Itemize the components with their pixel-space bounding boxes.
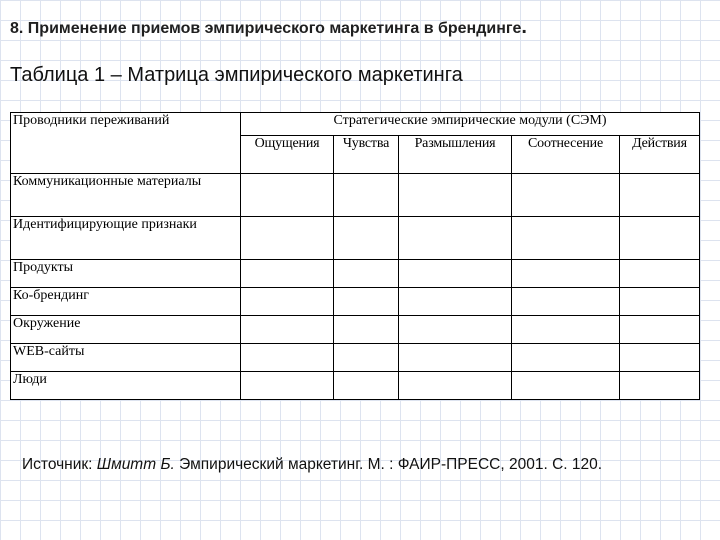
table-cell	[512, 316, 620, 344]
source-prefix: Источник:	[22, 456, 97, 473]
table-cell	[620, 174, 700, 217]
row-label: Ко-брендинг	[11, 288, 241, 316]
row-label: Люди	[11, 372, 241, 400]
slide-title-end: .	[521, 16, 527, 38]
table-cell	[512, 174, 620, 217]
table-cell	[241, 260, 334, 288]
column-header-actions: Действия	[620, 136, 700, 174]
table-cell	[334, 174, 399, 217]
table-cell	[512, 288, 620, 316]
table-cell	[399, 260, 512, 288]
table-cell	[620, 372, 700, 400]
table-cell	[334, 344, 399, 372]
table-cell	[620, 260, 700, 288]
experiential-marketing-matrix	[10, 112, 700, 400]
table-row	[11, 372, 700, 400]
source-author: Шмитт Б.	[96, 456, 175, 473]
column-header-thinking: Размышления	[399, 136, 512, 174]
table-cell	[512, 344, 620, 372]
table-cell	[241, 288, 334, 316]
table-cell	[334, 217, 399, 260]
row-label: Коммуникационные материалы	[11, 174, 241, 217]
row-label: Идентифицирующие признаки	[11, 217, 241, 260]
table-row	[11, 260, 700, 288]
table-row	[11, 288, 700, 316]
table-cell	[241, 344, 334, 372]
row-label: Окружение	[11, 316, 241, 344]
column-header-feelings: Чувства	[334, 136, 399, 174]
column-header-sensations: Ощущения	[241, 136, 334, 174]
table-row	[11, 344, 700, 372]
table-cell	[334, 372, 399, 400]
row-label: Продукты	[11, 260, 241, 288]
source-citation	[22, 456, 602, 474]
table-caption: Таблица 1 – Матрица эмпирического маркетинга	[10, 64, 463, 86]
slide-title	[10, 16, 527, 39]
table-cell	[512, 260, 620, 288]
table-cell	[399, 372, 512, 400]
table-cell	[399, 288, 512, 316]
table-row	[11, 316, 700, 344]
table-row	[11, 174, 700, 217]
table-cell	[334, 316, 399, 344]
table-cell	[241, 174, 334, 217]
table-cell	[241, 372, 334, 400]
table-cell	[241, 217, 334, 260]
table-cell	[399, 217, 512, 260]
table-cell	[512, 217, 620, 260]
column-header-relating: Соотнесение	[512, 136, 620, 174]
table-row	[11, 217, 700, 260]
table-cell	[241, 316, 334, 344]
table-cell	[399, 174, 512, 217]
table-cell	[512, 372, 620, 400]
table-cell	[334, 288, 399, 316]
table-cell	[620, 316, 700, 344]
table-cell	[620, 344, 700, 372]
row-label: WEB-сайты	[11, 344, 241, 372]
row-header-cell: Проводники переживаний	[11, 113, 241, 174]
table-cell	[620, 217, 700, 260]
table-cell	[399, 344, 512, 372]
group-header-cell: Стратегические эмпирические модули (СЭМ)	[241, 113, 700, 136]
slide-title-text: 8. Применение приемов эмпирического маркетинга в брендинге	[10, 20, 522, 37]
table-cell	[620, 288, 700, 316]
table-cell	[334, 260, 399, 288]
table-cell	[399, 316, 512, 344]
source-details: Эмпирический маркетинг. М. : ФАИР-ПРЕСС, 2001. С. 120.	[174, 456, 603, 473]
